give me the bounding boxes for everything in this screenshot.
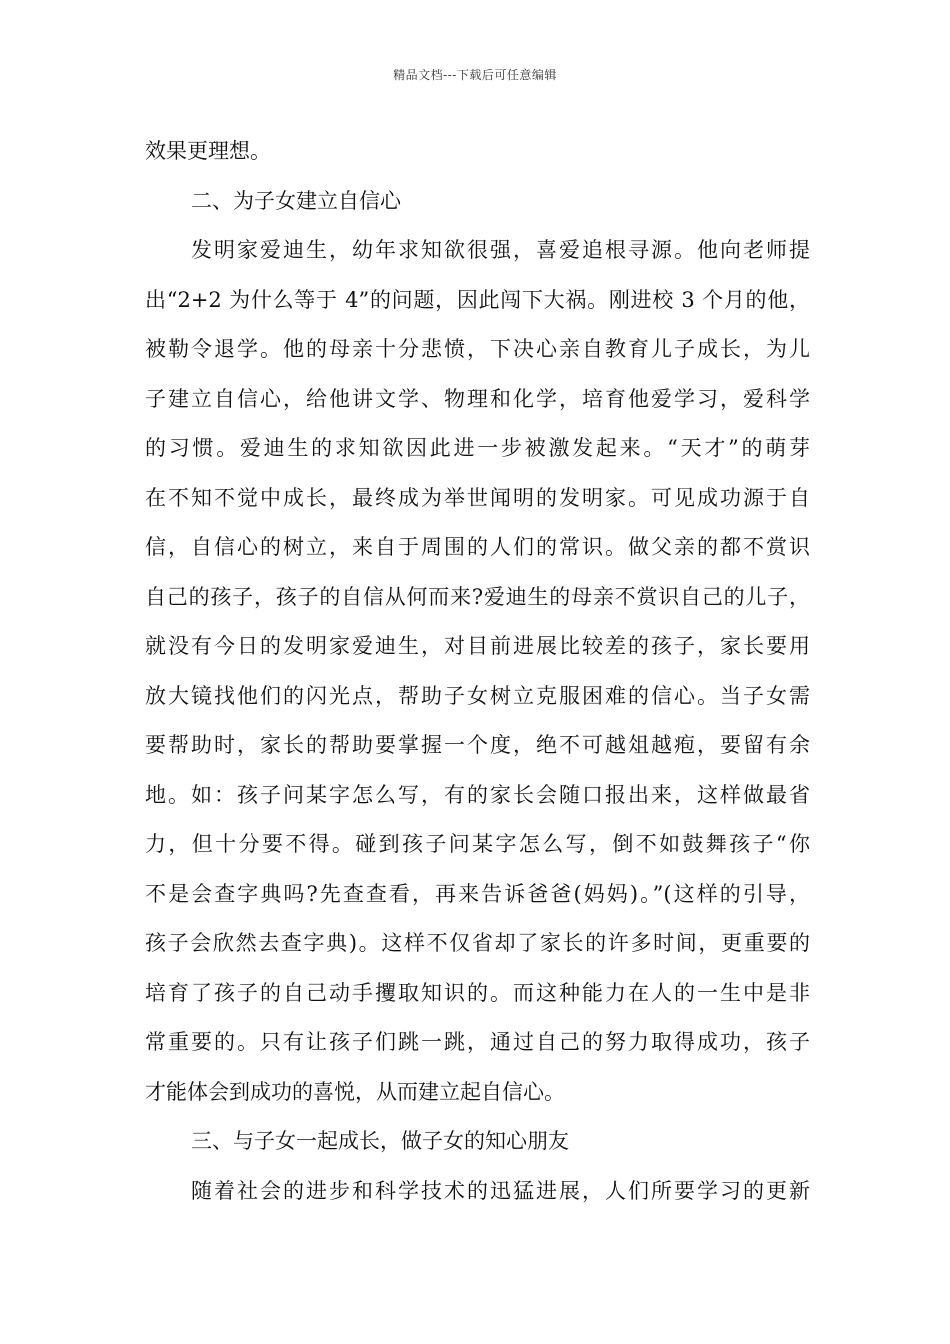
paragraph-line: 的习惯。爱迪生的求知欲因此进一步被激发起来。“天才”的萌芽: [145, 436, 810, 460]
document-body: [145, 127, 810, 1216]
paragraph-line: 发明家爱迪生，幼年求知欲很强，喜爱追根寻源。他向老师提: [191, 238, 810, 262]
paragraph-line: 出“2+2 为什么等于 4”的问题，因此闯下大祸。刚进校 3 个月的他，: [145, 287, 810, 312]
paragraph-line: 力，但十分要不得。碰到孩子问某字怎么写，倒不如鼓舞孩子“你: [145, 832, 810, 856]
paragraph-line: 孩子会欣然去查字典)。这样不仅省却了家长的许多时间，更重要的: [145, 931, 810, 955]
section-heading: 二、为子女建立自信心: [191, 188, 401, 213]
paragraph-line: 子建立自信心，给他讲文学、物理和化学，培育他爱学习，爱科学: [145, 386, 810, 411]
paragraph-line: 就没有今日的发明家爱迪生，对目前进展比较差的孩子，家长要用: [145, 634, 810, 658]
paragraph-line: 常重要的。只有让孩子们跳一跳，通过自己的努力取得成功，孩子: [145, 1030, 810, 1054]
paragraph-line: 效果更理想。: [145, 139, 271, 163]
paragraph-line: 不是会查字典吗?先查查看，再来告诉爸爸(妈妈)。”(这样的引导，: [145, 881, 810, 906]
paragraph-line: 要帮助时，家长的帮助要掌握一个度，绝不可越俎越疱，要留有余: [145, 733, 810, 757]
page-header: 精品文档---下载后可任意编辑: [393, 68, 557, 82]
paragraph-line: 放大镜找他们的闪光点，帮助子女树立克服困难的信心。当子女需: [145, 683, 810, 708]
paragraph-line: 自己的孩子，孩子的自信从何而来?爱迪生的母亲不赏识自己的儿子，: [145, 584, 810, 609]
paragraph-line: 随着社会的进步和科学技术的迅猛进展，人们所要学习的更新: [191, 1178, 810, 1203]
paragraph-line: 培育了孩子的自己动手攫取知识的。而这种能力在人的一生中是非: [145, 980, 810, 1005]
section-heading: 三、与子女一起成长，做子女的知心朋友: [191, 1129, 569, 1153]
paragraph-line: 信，自信心的树立，来自于周围的人们的常识。做父亲的都不赏识: [145, 535, 810, 559]
paragraph-line: 在不知不觉中成长，最终成为举世闻明的发明家。可见成功源于自: [145, 485, 810, 510]
paragraph-line: 被勒令退学。他的母亲十分悲愤，下决心亲自教育儿子成长，为儿: [145, 337, 810, 361]
paragraph-line: 地。如：孩子问某字怎么写，有的家长会随口报出来，这样做最省: [145, 782, 810, 807]
paragraph-line: 才能体会到成功的喜悦，从而建立起自信心。: [145, 1079, 565, 1104]
